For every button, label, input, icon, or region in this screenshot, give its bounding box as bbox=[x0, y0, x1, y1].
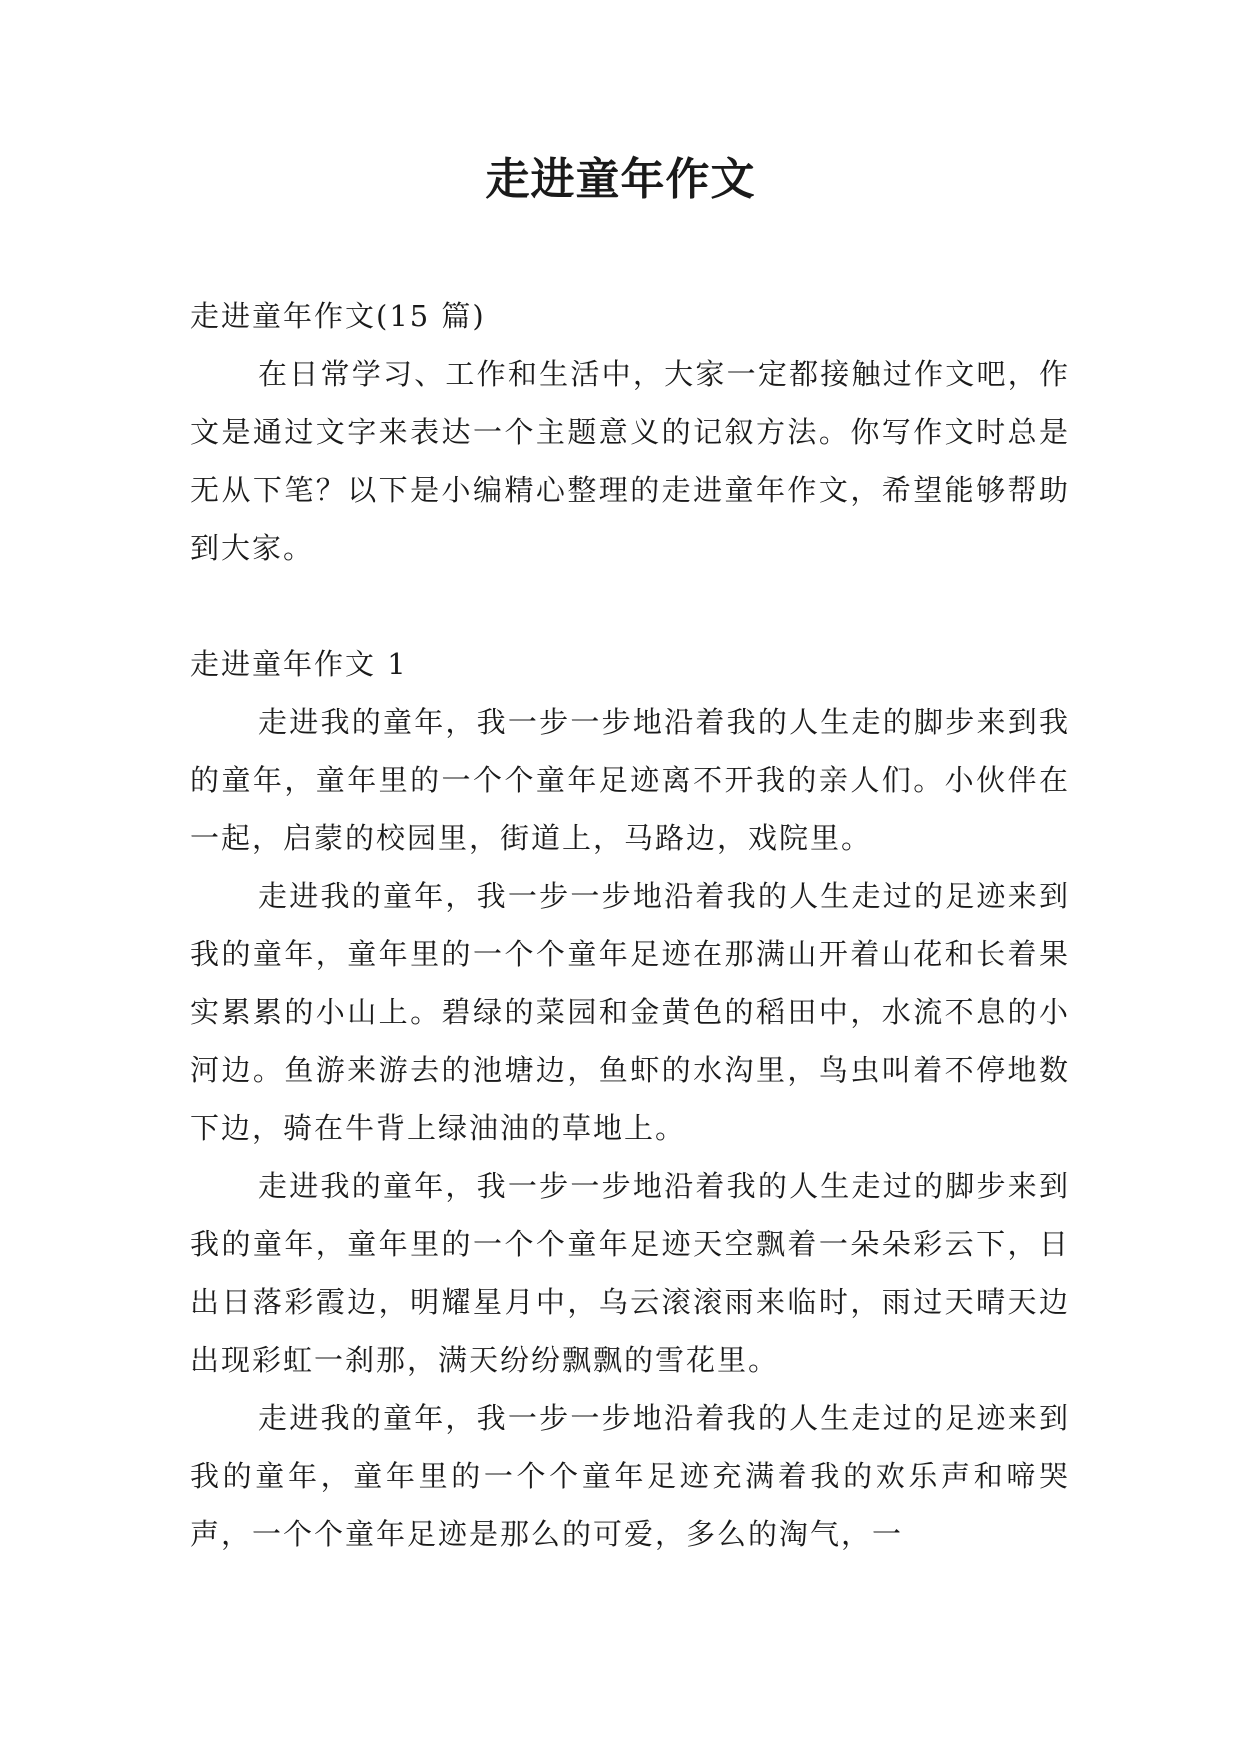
document-body bbox=[190, 287, 1070, 1563]
section-paragraph: 走进我的童年，我一步一步地沿着我的人生走的脚步来到我的童年，童年里的一个个童年足迹离不开我的亲人们。小伙伴在一起，启蒙的校园里，街道上，马路边，戏院里。 bbox=[190, 705, 1070, 855]
section-paragraph: 走进我的童年，我一步一步地沿着我的人生走过的脚步来到我的童年，童年里的一个个童年足迹天空飘着一朵朵彩云下，日出日落彩霞边，明耀星月中，乌云滚滚雨来临时，雨过天晴天边出现彩虹一刹那，满天纷纷飘飘的雪花里。 bbox=[190, 1169, 1070, 1377]
section-paragraph: 走进我的童年，我一步一步地沿着我的人生走过的足迹来到我的童年，童年里的一个个童年足迹充满着我的欢乐声和啼哭声，一个个童年足迹是那么的可爱，多么的淘气，一 bbox=[190, 1401, 1070, 1551]
document-title: 走进童年作文 bbox=[485, 154, 756, 205]
collection-heading: 走进童年作文(15 篇) bbox=[190, 299, 486, 333]
intro-paragraph: 在日常学习、工作和生活中，大家一定都接触过作文吧，作文是通过文字来表达一个主题意义的记叙方法。你写作文时总是无从下笔？以下是小编精心整理的走进童年作文，希望能够帮助到大家。 bbox=[190, 357, 1070, 565]
section-heading: 走进童年作文 1 bbox=[190, 647, 408, 681]
section-paragraph: 走进我的童年，我一步一步地沿着我的人生走过的足迹来到我的童年，童年里的一个个童年足迹在那满山开着山花和长着果实累累的小山上。碧绿的菜园和金黄色的稻田中，水流不息的小河边。鱼游来游去的池塘边，鱼虾的水沟里，鸟虫叫着不停地数下边，骑在牛背上绿油油的草地上。 bbox=[190, 879, 1070, 1145]
